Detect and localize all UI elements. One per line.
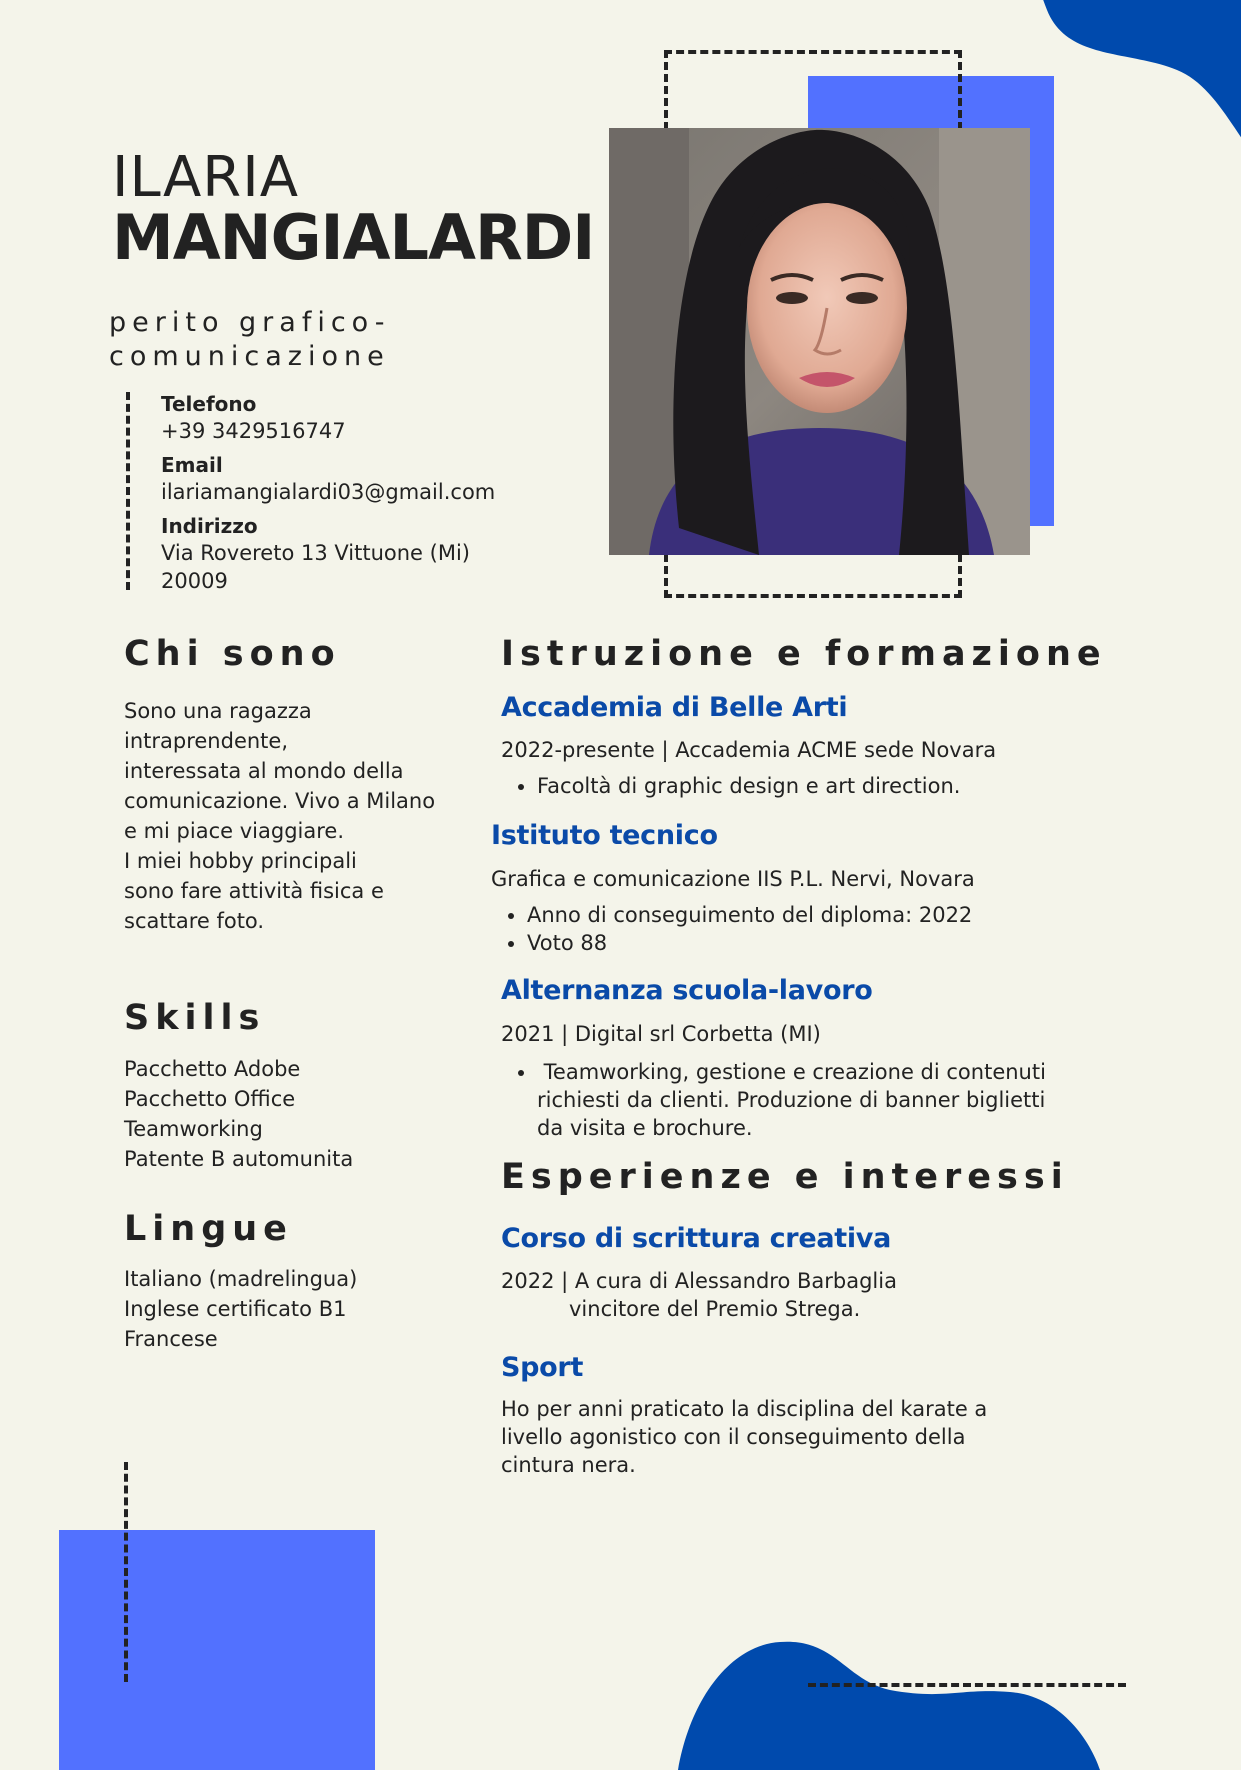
contact-dashed-line <box>126 392 130 590</box>
bullet-line: richiesti da clienti. Produzione di banner biglietti <box>537 1088 1046 1112</box>
address-line-2: 20009 <box>161 569 228 593</box>
about-line: interessata al mondo della <box>124 759 404 783</box>
education-entry-meta: 2022-presente | Accademia ACME sede Novara <box>501 738 997 762</box>
languages-heading: Lingue <box>124 1209 293 1249</box>
decorative-blob-top-right <box>1037 0 1241 200</box>
job-title <box>109 306 529 374</box>
skills-list <box>124 1054 454 1174</box>
bullet-item: • Anno di conseguimento del diploma: 2022 <box>527 901 1051 929</box>
experience-line: livello agonistico con il conseguimento della <box>501 1425 966 1449</box>
about-heading: Chi sono <box>124 634 341 674</box>
bullet-line: Teamworking, gestione e creazione di contenuti <box>537 1060 1046 1084</box>
experience-entry-text <box>501 1267 1061 1323</box>
bullet-line: da visita e brochure. <box>537 1116 753 1140</box>
bottom-right-dashed-line <box>808 1683 1126 1687</box>
experience-entry-text <box>501 1395 1061 1479</box>
skill-item: Patente B automunita <box>124 1147 354 1171</box>
decorative-rectangle-bottom-left <box>59 1530 375 1770</box>
bullet-item: • Facoltà di graphic design e art direction. <box>537 772 1061 800</box>
language-item: Inglese certificato B1 <box>124 1297 347 1321</box>
portrait-photo <box>609 128 1030 555</box>
experience-line: cintura nera. <box>501 1453 636 1477</box>
about-line: comunicazione. Vivo a Milano <box>124 789 436 813</box>
skill-item: Pacchetto Adobe <box>124 1057 301 1081</box>
bullet-item: • Voto 88 <box>527 929 1051 957</box>
language-item: Francese <box>124 1327 218 1351</box>
about-line: e mi piace viaggiare. <box>124 819 344 843</box>
education-entry-title: Istituto tecnico <box>491 820 718 851</box>
experience-line: 2022 | A cura di Alessandro Barbaglia <box>501 1269 897 1293</box>
education-entry-title: Accademia di Belle Arti <box>501 692 848 723</box>
job-title-line-2: comunicazione <box>109 341 390 372</box>
skill-item: Pacchetto Office <box>124 1087 296 1111</box>
education-entry-meta: Grafica e comunicazione IIS P.L. Nervi, Novara <box>491 867 975 891</box>
experience-heading: Esperienze e interessi <box>501 1157 1069 1197</box>
languages-list <box>124 1264 454 1354</box>
address-label: Indirizzo <box>161 514 258 538</box>
phone-label: Telefono <box>161 392 257 416</box>
email-label: Email <box>161 453 223 477</box>
bullet-item <box>537 1058 1081 1142</box>
experience-entry-title: Corso di scrittura creativa <box>501 1223 892 1254</box>
language-item: Italiano (madrelingua) <box>124 1267 358 1291</box>
email-value[interactable]: ilariamangialardi03@gmail.com <box>161 480 496 504</box>
about-line: intraprendente, <box>124 729 289 753</box>
about-line: scattare foto. <box>124 909 265 933</box>
education-entry-bullets <box>501 772 1061 800</box>
about-line: sono fare attività fisica e <box>124 879 384 903</box>
bottom-left-dashed-line <box>124 1462 128 1682</box>
job-title-line-1: perito grafico- <box>109 307 391 338</box>
experience-line: vincitore del Premio Strega. <box>569 1297 861 1321</box>
experience-entry-title: Sport <box>501 1352 584 1383</box>
about-line: I miei hobby principali <box>124 849 357 873</box>
phone-value[interactable]: +39 3429516747 <box>161 419 346 443</box>
education-entry-bullets <box>491 901 1051 957</box>
about-line: Sono una ragazza <box>124 699 312 723</box>
education-entry-title: Alternanza scuola-lavoro <box>501 975 873 1006</box>
decorative-blob-bottom <box>660 1630 1110 1770</box>
last-name: MANGIALARDI <box>112 201 595 274</box>
education-entry-meta: 2021 | Digital srl Corbetta (MI) <box>501 1022 821 1046</box>
experience-line: Ho per anni praticato la disciplina del karate a <box>501 1397 988 1421</box>
skill-item: Teamworking <box>124 1117 263 1141</box>
skills-heading: Skills <box>124 998 266 1038</box>
address-line-1: Via Rovereto 13 Vittuone (Mi) <box>161 541 470 565</box>
about-text <box>124 696 454 936</box>
education-entry-bullets <box>501 1058 1081 1142</box>
contact-block <box>161 390 581 595</box>
first-name: ILARIA <box>112 145 300 210</box>
education-heading: Istruzione e formazione <box>501 634 1107 674</box>
